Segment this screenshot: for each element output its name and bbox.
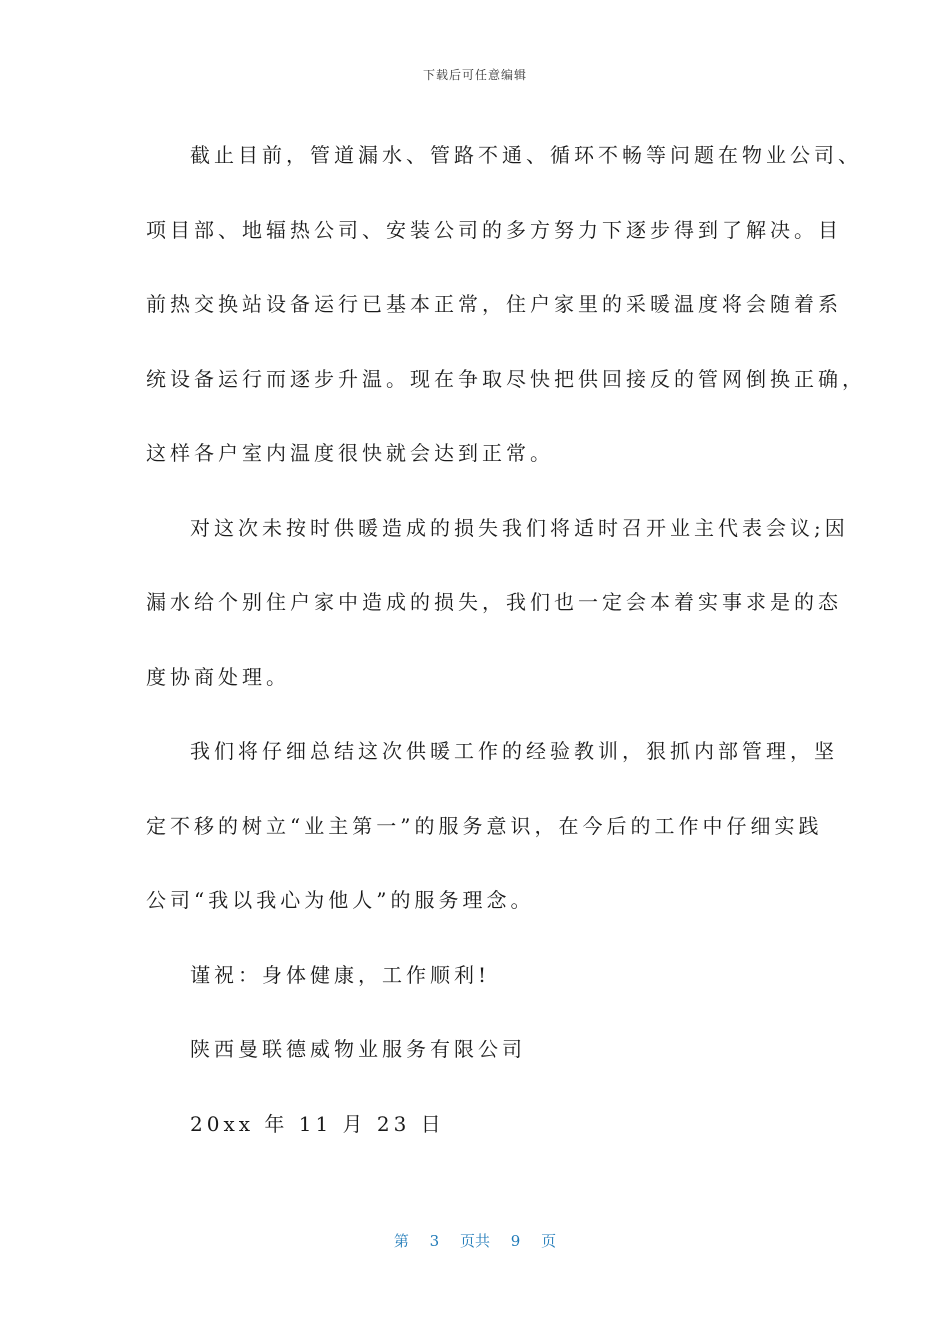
header-note: 下载后可任意编辑 [422, 68, 527, 82]
text-line: 截止目前，管道漏水、管路不通、循环不畅等问题在物业公司、 [190, 143, 862, 167]
text-line: 统设备运行而逐步升温。现在争取尽快把供回接反的管网倒换正确， [146, 366, 866, 391]
signature-date: 20xx 年 11 月 23 日 [190, 1111, 445, 1136]
text-line: 项目部、地辐热公司、安装公司的多方努力下逐步得到了解决。目 [146, 217, 842, 242]
text-line: 定不移的树立“业主第一”的服务意识，在今后的工作中仔细实践 [146, 813, 823, 838]
text-line: 度协商处理。 [146, 664, 290, 689]
document-body [146, 118, 866, 1161]
text-line: 公司“我以我心为他人”的服务理念。 [146, 888, 535, 912]
text-line: 我们将仔细总结这次供暖工作的经验教训，狠抓内部管理，坚 [190, 739, 838, 763]
text-line: 前热交换站设备运行已基本正常，住户家里的采暖温度将会随着系 [146, 292, 842, 316]
paragraph-progress [146, 118, 866, 491]
paragraph-commitment [146, 714, 838, 938]
text-line: 漏水给个别住户家中造成的损失，我们也一定会本着实事求是的态 [146, 590, 842, 614]
signature-company: 陕西曼联德威物业服务有限公司 [190, 1037, 526, 1061]
text-line: 对这次未按时供暖造成的损失我们将适时召开业主代表会议;因 [190, 515, 849, 540]
paragraph-compensation [146, 491, 849, 715]
page-number-footer: 第 3 页共 9 页 [393, 1232, 557, 1250]
text-line: 这样各户室内温度很快就会达到正常。 [146, 441, 554, 465]
closing-wishes: 谨祝：身体健康，工作顺利! [190, 962, 491, 987]
